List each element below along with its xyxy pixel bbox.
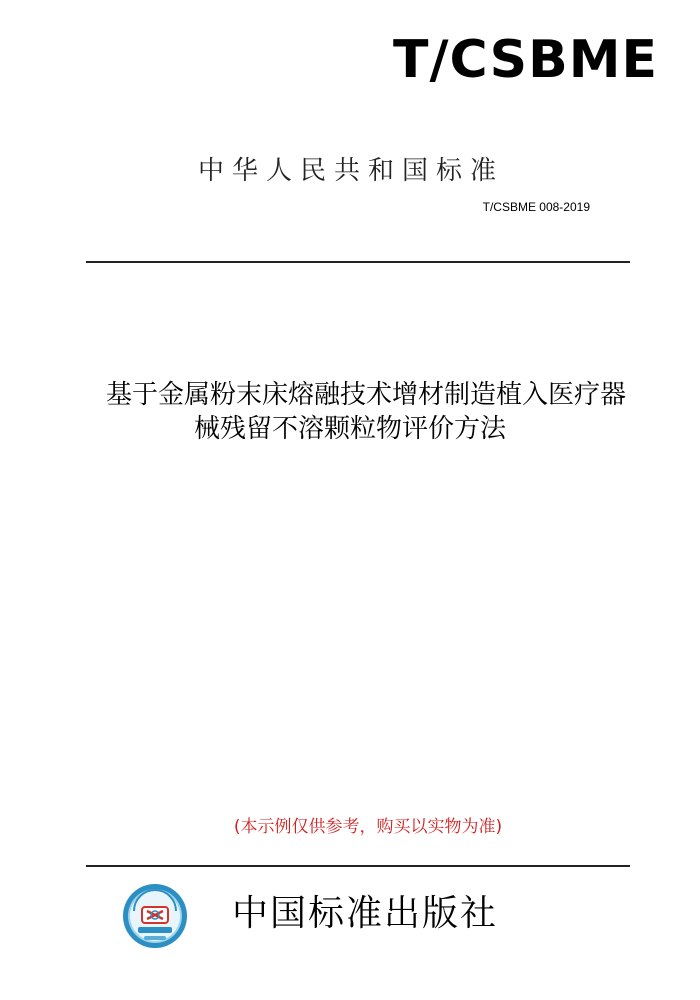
standard-number: T/CSBME 008-2019 (482, 200, 590, 214)
document-title (0, 378, 700, 446)
brand-logo-text: T/CSBME (393, 30, 658, 90)
title-line-1: 基于金属粉末床熔融技术增材制造植入医疗器 (105, 380, 626, 410)
publisher-seal-icon (122, 883, 188, 949)
sample-notice: (本示例仅供参考，购买以实物为准) (233, 817, 503, 837)
national-standard-label: 中华人民共和国标准 (198, 156, 505, 186)
title-line-2: 械残留不溶颗粒物评价方法 (193, 414, 506, 444)
publisher-name: 中国标准出版社 (232, 893, 499, 934)
top-divider (86, 261, 630, 263)
bottom-divider (86, 865, 630, 867)
